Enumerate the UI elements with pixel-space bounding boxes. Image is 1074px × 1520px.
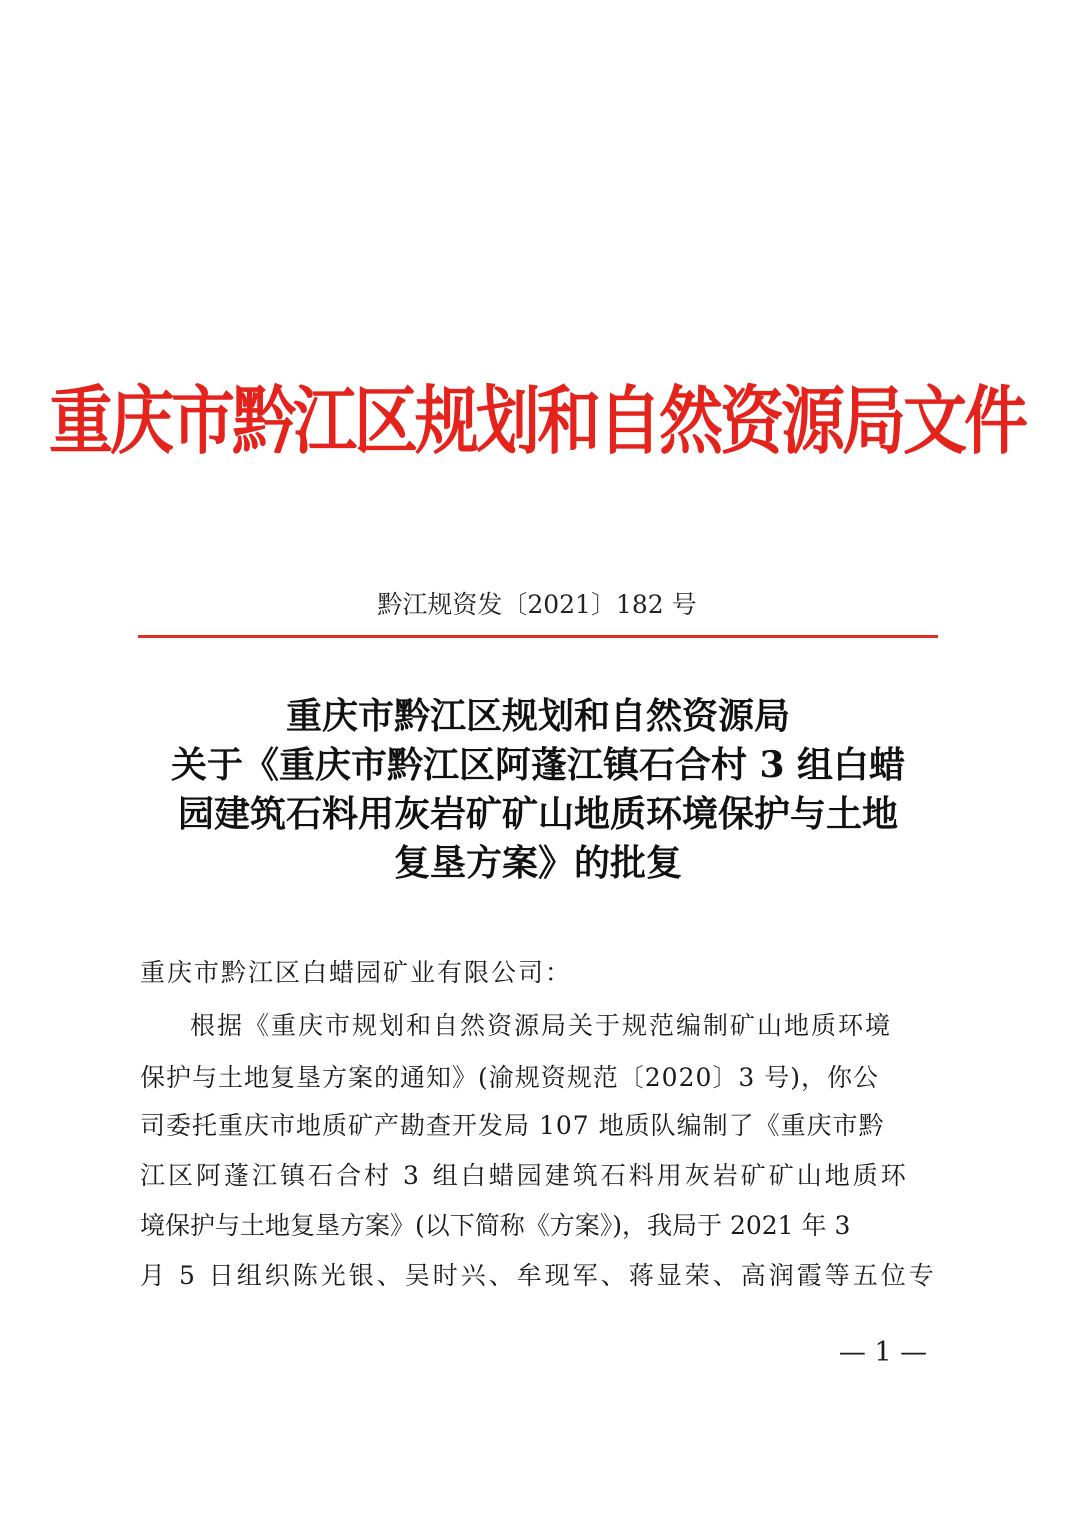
addressee: 重庆市黔江区白蜡园矿业有限公司：: [140, 958, 573, 987]
body-paragraph-line: 境保护与土地复垦方案》(以下简称《方案》)，我局于 2021 年 3: [140, 1211, 851, 1240]
body-paragraph-line: 保护与土地复垦方案的通知》(渝规资规范〔2020〕3 号)，你公: [140, 1063, 879, 1092]
page-number: — 1 —: [838, 1337, 928, 1368]
title-line: 重庆市黔江区规划和自然资源局: [285, 695, 790, 737]
document-number: 黔江规资发〔2021〕182 号: [377, 590, 697, 619]
title-line: 关于《重庆市黔江区阿蓬江镇石合村 3 组白蜡: [170, 744, 906, 786]
body-paragraph-line: 根据《重庆市规划和自然资源局关于规范编制矿山地质环境: [190, 1011, 893, 1040]
document-title: [138, 692, 938, 888]
title-line: 园建筑石料用灰岩矿矿山地质环境保护与土地: [177, 793, 898, 835]
agency-header-title: 重庆市黔江区规划和自然资源局文件: [49, 378, 1025, 466]
title-line: 复垦方案》的批复: [393, 842, 682, 884]
red-divider-line: [138, 635, 938, 638]
body-paragraph-line: 司委托重庆市地质矿产勘查开发局 107 地质队编制了《重庆市黔: [140, 1111, 885, 1140]
body-paragraph-line: 月 5 日组织陈光银、吴时兴、牟现军、蒋显荣、高润霞等五位专: [140, 1261, 937, 1290]
body-paragraph-line: 江区阿蓬江镇石合村 3 组白蜡园建筑石料用灰岩矿矿山地质环: [140, 1161, 909, 1190]
